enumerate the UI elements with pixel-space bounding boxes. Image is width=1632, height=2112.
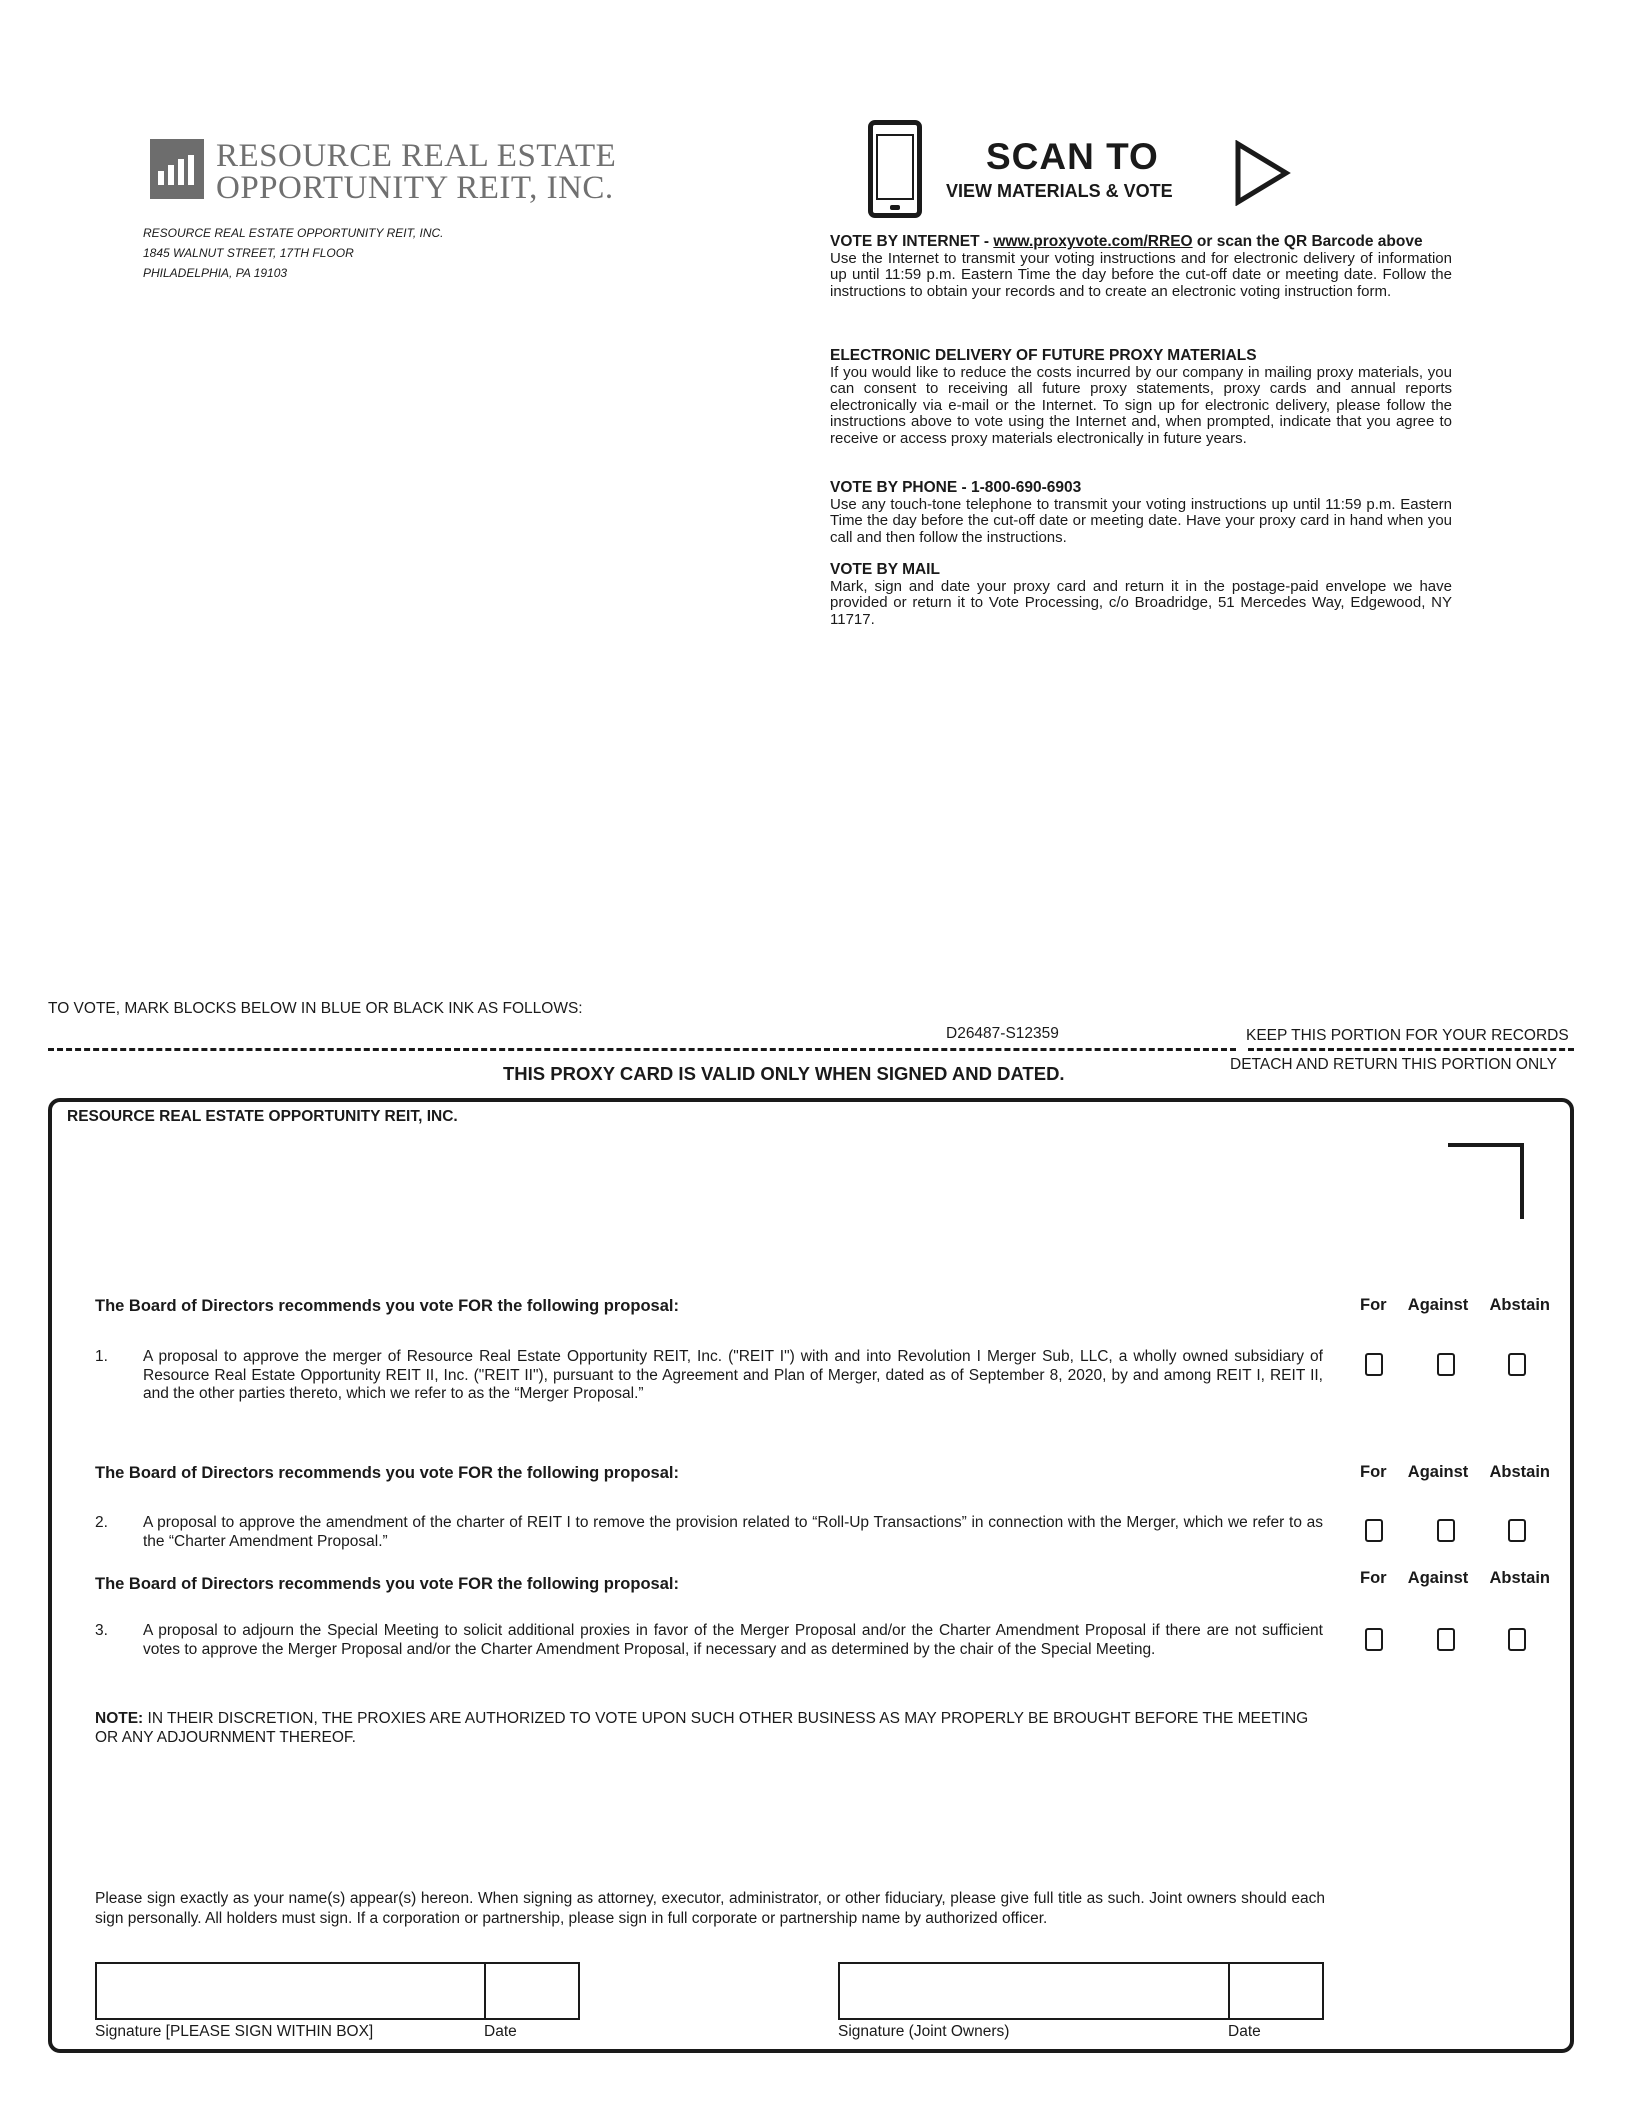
column-against: Against [1407,1296,1469,1314]
board-recommendation-1: The Board of Directors recommends you vote FOR the following proposal: [95,1297,679,1315]
detach-dashed-line [48,1048,1236,1051]
proposal-2-for-checkbox[interactable] [1365,1519,1383,1542]
scan-subtitle: VIEW MATERIALS & VOTE [946,181,1173,201]
proposal-3-text: A proposal to adjourn the Special Meeting to solicit additional proxies in favor of the Merger Proposal and/or the Charter Amendment Proposal if there are not sufficient votes to approve the Merger Proposal and/or the Charter Amendment Proposal, if necessary and as determined by the chair of the Special Meeting. [143,1622,1323,1658]
electronic-delivery-section [830,348,1452,447]
date-box[interactable] [484,1962,580,2020]
proposal-2-text: A proposal to approve the amendment of the charter of REIT I to remove the provision related to “Roll-Up Transactions” in connection with the Merger, which we refer to as the “Charter Amendment Proposal.” [143,1514,1323,1550]
proposal-2-number: 2. [95,1514,108,1531]
proposal-1-number: 1. [95,1348,108,1365]
column-for: For [1360,1569,1387,1587]
proposal-3-against-checkbox[interactable] [1437,1628,1455,1651]
control-code: D26487-S12359 [946,1025,1059,1042]
detach-portion-label: DETACH AND RETURN THIS PORTION ONLY [1230,1056,1557,1073]
vote-by-internet-body: Use the Internet to transmit your voting instructions and for electronic delivery of information up until 11:59 p.m. Eastern Time the day before the cut-off date or meeting date. Follow the instructions to obtain your records and to create an electronic voting instruction form. [830,249,1452,300]
signing-instructions: Please sign exactly as your name(s) appear(s) hereon. When signing as attorney, executor, administrator, or other fiduciary, please give full title as such. Joint owners should each sign personally. All holders must sign. If a corporation or partnership, please sign in full corporate or partnership name by authorized officer. [95,1890,1325,1927]
vote-by-phone-section [830,480,1452,546]
note-label: NOTE: [95,1710,144,1727]
vote-by-phone-heading: VOTE BY PHONE - 1-800-690-6903 [830,479,1082,496]
logo-line-2: OPPORTUNITY REIT, INC. [216,170,614,206]
column-for: For [1360,1296,1387,1314]
detach-dashed-line-right [1248,1048,1574,1051]
smartphone-icon [868,120,922,218]
joint-signature-box[interactable] [838,1962,1230,2020]
signature-label: Signature [PLEASE SIGN WITHIN BOX] [95,2023,374,2040]
column-against: Against [1407,1569,1469,1587]
joint-date-box[interactable] [1228,1962,1324,2020]
joint-date-label: Date [1228,2023,1261,2040]
vote-by-internet-heading: VOTE BY INTERNET - www.proxyvote.com/RREO or scan the QR Barcode above [830,233,1423,250]
board-recommendation-2: The Board of Directors recommends you vote FOR the following proposal: [95,1464,679,1482]
mark-instruction: TO VOTE, MARK BLOCKS BELOW IN BLUE OR BLACK INK AS FOLLOWS: [48,1000,583,1017]
vote-by-phone-body: Use any touch-tone telephone to transmit your voting instructions up until 11:59 p.m. Eastern Time the day before the cut-off date or meeting date. Have your proxy card in hand when you call and then follow the instructions. [830,495,1452,546]
logo-line-1: RESOURCE REAL ESTATE [216,138,617,174]
vote-by-mail-heading: VOTE BY MAIL [830,561,940,578]
electronic-delivery-heading: ELECTRONIC DELIVERY OF FUTURE PROXY MATERIALS [830,347,1257,364]
vote-column-headers-3 [1360,1569,1550,1588]
registration-corner-mark [1448,1143,1524,1219]
proposal-2-abstain-checkbox[interactable] [1508,1519,1526,1542]
address-line-2: 1845 WALNUT STREET, 17TH FLOOR [143,246,354,260]
vote-by-mail-body: Mark, sign and date your proxy card and return it in the postage-paid envelope we have provided or return it to Vote Processing, c/o Broadridge, 51 Mercedes Way, Edgewood, NY 11717. [830,577,1452,628]
proposal-1-abstain-checkbox[interactable] [1508,1353,1526,1376]
proposal-2-against-checkbox[interactable] [1437,1519,1455,1542]
card-company-name: RESOURCE REAL ESTATE OPPORTUNITY REIT, INC. [67,1108,458,1125]
column-abstain: Abstain [1489,1463,1550,1481]
date-label: Date [484,2023,517,2040]
vote-by-internet-section [830,234,1452,300]
joint-signature-label: Signature (Joint Owners) [838,2023,1010,2040]
play-arrow-icon [1234,140,1292,206]
column-against: Against [1407,1463,1469,1481]
proposal-3-for-checkbox[interactable] [1365,1628,1383,1651]
discretion-note [95,1710,1325,1747]
proposal-3-abstain-checkbox[interactable] [1508,1628,1526,1651]
proposal-1-against-checkbox[interactable] [1437,1353,1455,1376]
address-line-1: RESOURCE REAL ESTATE OPPORTUNITY REIT, INC. [143,226,444,240]
proposal-1-text: A proposal to approve the merger of Resource Real Estate Opportunity REIT, Inc. ("REIT I") with and into Revolution I Merger Sub, LLC, a wholly owned subsidiary of Resource Real Estate Opportunity REIT II, Inc. ("REIT II"), pursuant to the Agreement and Plan of Merger, dated as of September 8, 2020, by and among REIT I, REIT II, and the other parties thereto, which we refer to as the “Merger Proposal.” [143,1348,1323,1402]
vote-column-headers-2 [1360,1463,1550,1482]
vote-by-mail-section [830,562,1452,628]
signature-box[interactable] [95,1962,486,2020]
proposal-3-number: 3. [95,1622,108,1639]
scan-title: SCAN TO [986,136,1159,177]
address-line-3: PHILADELPHIA, PA 19103 [143,266,288,280]
column-abstain: Abstain [1489,1296,1550,1314]
board-recommendation-3: The Board of Directors recommends you vote FOR the following proposal: [95,1575,679,1593]
note-text: IN THEIR DISCRETION, THE PROXIES ARE AUTHORIZED TO VOTE UPON SUCH OTHER BUSINESS AS MAY PROPERLY BE BROUGHT BEFORE THE MEETING OR ANY ADJOURNMENT THEREOF. [95,1710,1309,1746]
column-for: For [1360,1463,1387,1481]
electronic-delivery-body: If you would like to reduce the costs incurred by our company in mailing proxy materials, you can consent to receiving all future proxy statements, proxy cards and annual reports electronically via e-mail or the Internet. To sign up for electronic delivery, please follow the instructions above to vote using the Internet and, when prompted, indicate that you agree to receive or access proxy materials electronically in future years. [830,363,1452,447]
proposal-1-for-checkbox[interactable] [1365,1353,1383,1376]
vote-column-headers-1 [1360,1296,1550,1315]
keep-portion-label: KEEP THIS PORTION FOR YOUR RECORDS [1246,1027,1569,1044]
company-logo-icon [150,139,204,199]
column-abstain: Abstain [1489,1569,1550,1587]
validity-notice: THIS PROXY CARD IS VALID ONLY WHEN SIGNED AND DATED. [503,1063,1065,1084]
proxyvote-link[interactable]: www.proxyvote.com/RREO [993,233,1193,250]
